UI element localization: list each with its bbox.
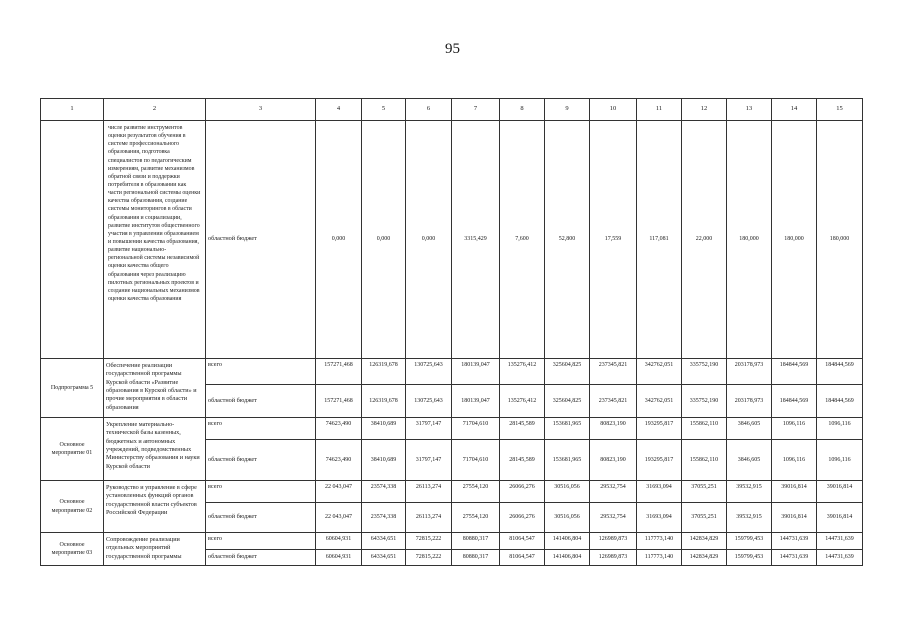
value-cell: 52,800: [545, 121, 590, 359]
value-cell: 193295,817: [637, 440, 682, 481]
value-cell: 22 043,047: [316, 481, 362, 503]
value-cell: 130725,643: [406, 359, 452, 385]
column-header: 4: [316, 99, 362, 121]
value-cell: 23574,338: [362, 503, 406, 533]
column-header: 11: [637, 99, 682, 121]
value-cell: 72815,222: [406, 550, 452, 566]
value-cell: 342762,051: [637, 385, 682, 418]
value-cell: 126989,873: [590, 533, 637, 550]
value-cell: 80880,317: [452, 533, 500, 550]
value-cell: 39016,814: [772, 503, 817, 533]
value-cell: 117,081: [637, 121, 682, 359]
value-cell: 81064,547: [500, 550, 545, 566]
value-cell: 335752,190: [682, 385, 727, 418]
column-header: 7: [452, 99, 500, 121]
value-cell: 31797,147: [406, 440, 452, 481]
funding-source: всего: [206, 481, 316, 503]
value-cell: 26113,274: [406, 481, 452, 503]
row-label: Основное мероприятие 02: [41, 481, 104, 533]
value-cell: 157271,468: [316, 385, 362, 418]
value-cell: 144731,639: [817, 533, 863, 550]
funding-source: областной бюджет: [206, 121, 316, 359]
column-header: 13: [727, 99, 772, 121]
measure-name: Руководство и управление в сфере установленных функций органов государственной власти субъектов Российской Федерации: [104, 481, 206, 533]
value-cell: 153681,965: [545, 418, 590, 440]
row-label: Основное мероприятие 01: [41, 418, 104, 481]
value-cell: 72815,222: [406, 533, 452, 550]
value-cell: 3846,605: [727, 440, 772, 481]
value-cell: 39532,915: [727, 481, 772, 503]
funding-source: областной бюджет: [206, 503, 316, 533]
measure-name: числе развитие инструментов оценки результатов обучения в системе профессионального образования, подготовка специалистов по педагогическим измерениям, развитие механизмов обратной связи и поддержки потребителя в образовании как части региональной системы оценки качества образования, создание системы мониторингов в области образования и социализации, развитие институтов общественного участия в управлении образованием и повышении качества образования, развитие национально- региональной системы независимой оценки качества общего образования через реализацию пилотных региональных проектов и создание национальных механизмов оценки качества образования: [104, 121, 206, 359]
funding-source: всего: [206, 418, 316, 440]
value-cell: 39532,915: [727, 503, 772, 533]
value-cell: 193295,817: [637, 418, 682, 440]
table-row: [41, 533, 863, 550]
value-cell: 180139,047: [452, 359, 500, 385]
value-cell: 159799,453: [727, 533, 772, 550]
value-cell: 31693,094: [637, 503, 682, 533]
value-cell: 3846,605: [727, 418, 772, 440]
value-cell: 130725,643: [406, 385, 452, 418]
value-cell: 141406,804: [545, 533, 590, 550]
value-cell: 184844,569: [772, 359, 817, 385]
value-cell: 325604,825: [545, 359, 590, 385]
value-cell: 23574,338: [362, 481, 406, 503]
value-cell: 71704,610: [452, 418, 500, 440]
value-cell: 126989,873: [590, 550, 637, 566]
value-cell: 81064,547: [500, 533, 545, 550]
value-cell: 117773,140: [637, 533, 682, 550]
column-header: 12: [682, 99, 727, 121]
row-label: Подпрограмма 5: [41, 359, 104, 418]
value-cell: 60604,931: [316, 550, 362, 566]
value-cell: 26113,274: [406, 503, 452, 533]
column-header: 1: [41, 99, 104, 121]
value-cell: 184844,569: [817, 359, 863, 385]
value-cell: 180,000: [727, 121, 772, 359]
value-cell: 0,000: [316, 121, 362, 359]
value-cell: 30516,056: [545, 503, 590, 533]
value-cell: 38410,689: [362, 440, 406, 481]
value-cell: 39016,814: [772, 481, 817, 503]
value-cell: 117773,140: [637, 550, 682, 566]
value-cell: 74623,490: [316, 440, 362, 481]
value-cell: 237345,821: [590, 385, 637, 418]
row-label: Основное мероприятие 03: [41, 533, 104, 566]
value-cell: 157271,468: [316, 359, 362, 385]
value-cell: 335752,190: [682, 359, 727, 385]
value-cell: 28145,589: [500, 418, 545, 440]
column-header: 9: [545, 99, 590, 121]
value-cell: 80823,190: [590, 418, 637, 440]
value-cell: 184844,569: [772, 385, 817, 418]
value-cell: 64334,651: [362, 533, 406, 550]
value-cell: 7,600: [500, 121, 545, 359]
value-cell: 0,000: [406, 121, 452, 359]
value-cell: 325604,825: [545, 385, 590, 418]
value-cell: 141406,804: [545, 550, 590, 566]
value-cell: 39016,814: [817, 481, 863, 503]
value-cell: 28145,589: [500, 440, 545, 481]
funding-source: всего: [206, 533, 316, 550]
funding-source: областной бюджет: [206, 550, 316, 566]
table-body: [41, 99, 863, 566]
value-cell: 184844,569: [817, 385, 863, 418]
measure-name: Сопровождение реализации отдельных мероприятий государственной программы: [104, 533, 206, 566]
value-cell: 74623,490: [316, 418, 362, 440]
value-cell: 22,000: [682, 121, 727, 359]
value-cell: 237345,821: [590, 359, 637, 385]
budget-table: [40, 98, 863, 566]
value-cell: 22 043,047: [316, 503, 362, 533]
value-cell: 135276,412: [500, 385, 545, 418]
value-cell: 180139,047: [452, 385, 500, 418]
table-row: [41, 121, 863, 359]
value-cell: 342762,051: [637, 359, 682, 385]
column-header: 5: [362, 99, 406, 121]
value-cell: 30516,056: [545, 481, 590, 503]
value-cell: 80823,190: [590, 440, 637, 481]
value-cell: 180,000: [817, 121, 863, 359]
value-cell: 142834,829: [682, 550, 727, 566]
page-number: 95: [445, 41, 460, 57]
column-header: 10: [590, 99, 637, 121]
funding-source: всего: [206, 359, 316, 385]
value-cell: 29532,754: [590, 503, 637, 533]
header-row: [41, 99, 863, 121]
value-cell: 27554,120: [452, 481, 500, 503]
value-cell: 37055,251: [682, 481, 727, 503]
value-cell: 71704,610: [452, 440, 500, 481]
funding-source: областной бюджет: [206, 440, 316, 481]
value-cell: 27554,120: [452, 503, 500, 533]
value-cell: 180,000: [772, 121, 817, 359]
value-cell: 203178,973: [727, 359, 772, 385]
table-row: [41, 481, 863, 503]
measure-name: Укрепление материально-технической базы казенных, бюджетных и автономных учреждений, подведомственных Министерству образования и науки Курской области: [104, 418, 206, 481]
value-cell: 203178,973: [727, 385, 772, 418]
value-cell: 60604,931: [316, 533, 362, 550]
value-cell: 39016,814: [817, 503, 863, 533]
value-cell: 126319,678: [362, 359, 406, 385]
value-cell: 64334,651: [362, 550, 406, 566]
row-label-cell: [41, 121, 104, 359]
value-cell: 3315,429: [452, 121, 500, 359]
column-header: 6: [406, 99, 452, 121]
value-cell: 1096,116: [817, 440, 863, 481]
value-cell: 155862,110: [682, 418, 727, 440]
value-cell: 153681,965: [545, 440, 590, 481]
value-cell: 1096,116: [772, 418, 817, 440]
value-cell: 135276,412: [500, 359, 545, 385]
value-cell: 159799,453: [727, 550, 772, 566]
value-cell: 17,559: [590, 121, 637, 359]
table-row: [41, 359, 863, 385]
measure-name: Обеспечение реализации государственной программы Курской области «Развитие образования в Курской области» и прочие мероприятия в области образования: [104, 359, 206, 418]
column-header: 15: [817, 99, 863, 121]
value-cell: 155862,110: [682, 440, 727, 481]
column-header: 3: [206, 99, 316, 121]
value-cell: 1096,116: [772, 440, 817, 481]
value-cell: 0,000: [362, 121, 406, 359]
funding-source: областной бюджет: [206, 385, 316, 418]
value-cell: 31797,147: [406, 418, 452, 440]
value-cell: 126319,678: [362, 385, 406, 418]
column-header: 2: [104, 99, 206, 121]
value-cell: 31693,094: [637, 481, 682, 503]
value-cell: 144731,639: [772, 550, 817, 566]
value-cell: 26066,276: [500, 503, 545, 533]
column-header: 8: [500, 99, 545, 121]
value-cell: 1096,116: [817, 418, 863, 440]
value-cell: 26066,276: [500, 481, 545, 503]
value-cell: 38410,689: [362, 418, 406, 440]
value-cell: 37055,251: [682, 503, 727, 533]
value-cell: 142834,829: [682, 533, 727, 550]
value-cell: 144731,639: [772, 533, 817, 550]
value-cell: 29532,754: [590, 481, 637, 503]
table-row: [41, 418, 863, 440]
column-header: 14: [772, 99, 817, 121]
value-cell: 80880,317: [452, 550, 500, 566]
value-cell: 144731,639: [817, 550, 863, 566]
